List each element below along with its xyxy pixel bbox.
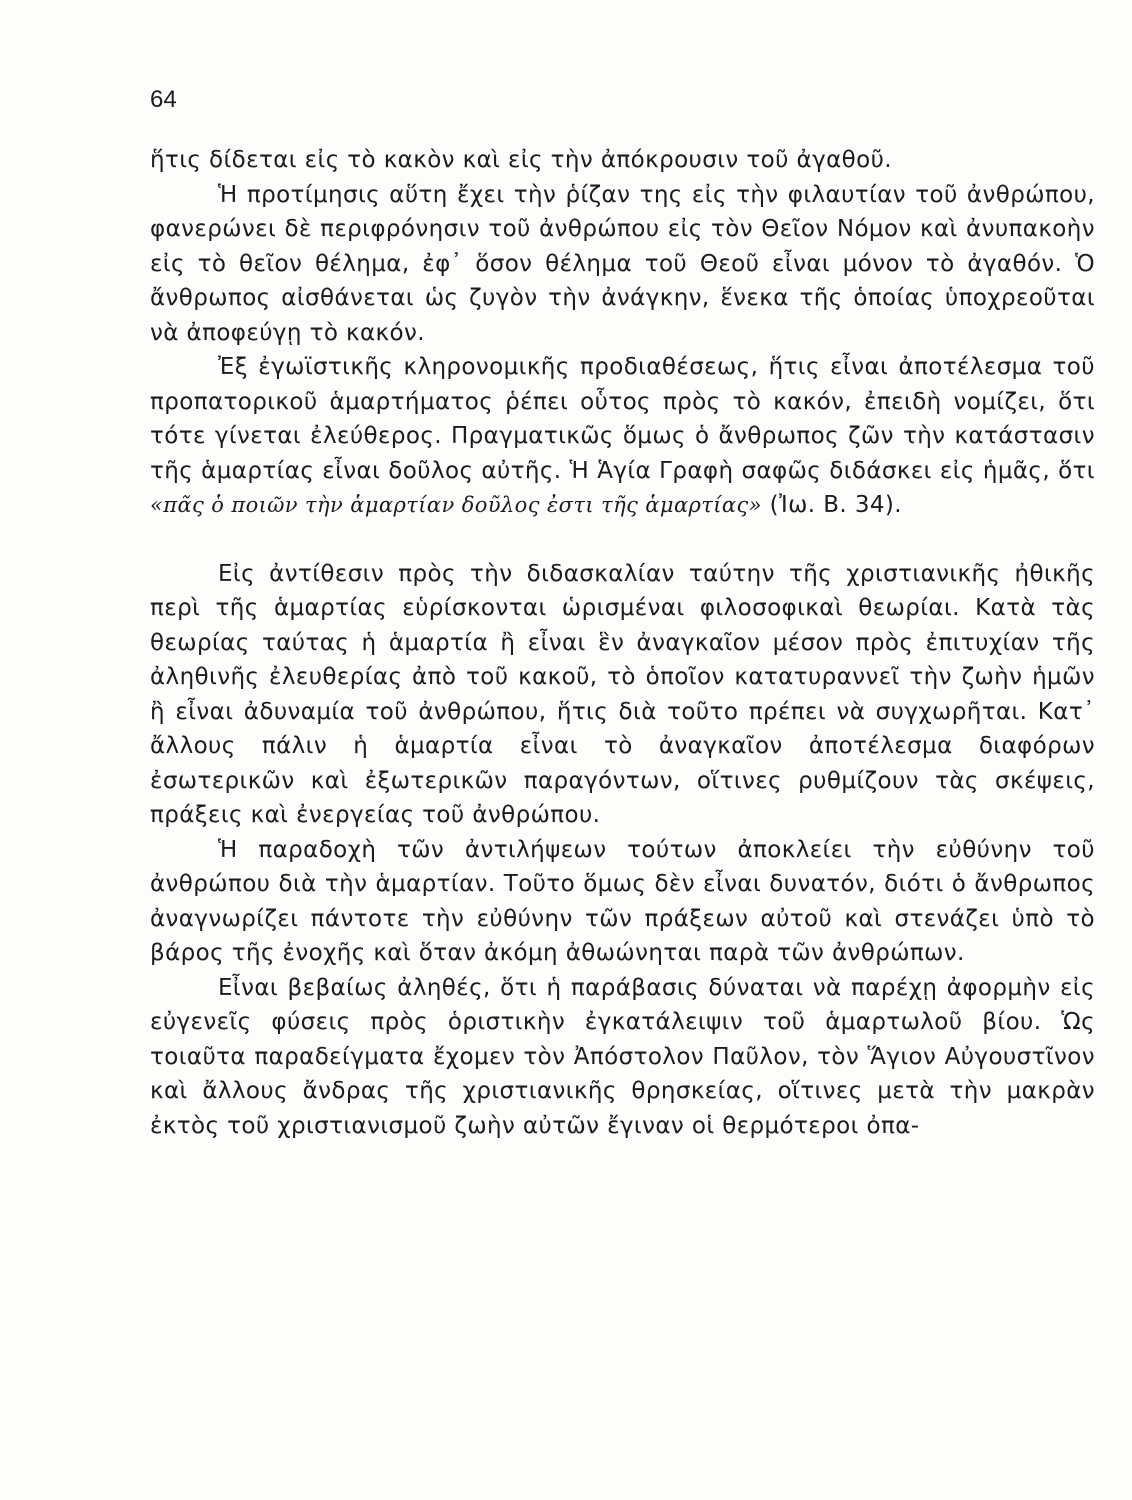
paragraph: Εἰς ἀντίθεσιν πρὸς τὴν διδασκαλίαν ταύτην τῆς χριστιανικῆς ἠθικῆς περὶ τῆς ἁμαρτίας εὑρίσκονται ὡρισμέναι φιλοσοφικαὶ θεωρίαι. Κατὰ τὰς θεωρίας ταύτας ἡ ἁμαρτία ἢ εἶναι ἓν ἀναγκαῖον μέσον πρὸς ἐπιτυχίαν τῆς ἀληθινῆς ἐλευθερίας ἀπὸ τοῦ κακοῦ, τὸ ὁποῖον κατατυραννεῖ τὴν ζωὴν ἡμῶν ἢ εἶναι ἀδυναμία τοῦ ἀνθρώπου, ἥτις διὰ τοῦτο πρέπει νὰ συγχωρῆται. Κατ᾽ ἄλλους πάλιν ἡ ἁμαρτία εἶναι τὸ ἀναγκαῖον ἀποτέλεσμα διαφόρων ἐσωτερικῶν καὶ ἐξωτερικῶν παραγόντων, οἵτινες ρυθμίζουν τὰς σκέψεις, πράξεις καὶ ἐνεργείας τοῦ ἀνθρώπου. bbox=[150, 560, 1095, 828]
paragraph: Εἶναι βεβαίως ἀληθές, ὅτι ἡ παράβασις δύναται νὰ παρέχῃ ἀφορμὴν εἰς εὐγενεῖς φύσεις πρὸς ὁριστικὴν ἐγκατάλειψιν τοῦ ἁμαρτωλοῦ βίου. Ὡς τοιαῦτα παραδείγματα ἔχομεν τὸν Ἀπόστολον Παῦλον, τὸν Ἅγιον Αὐγουστῖνον καὶ ἄλλους ἄνδρας τῆς χριστιανικῆς θρησκείας, οἵτινες μετὰ τὴν μακρὰν ἐκτὸς τοῦ χριστιανισμοῦ ζωὴν αὐτῶν ἔγιναν οἱ θερμότεροι ὀπα- bbox=[150, 974, 1095, 1139]
paragraph: Ἡ παραδοχὴ τῶν ἀντιλήψεων τούτων ἀποκλείει τὴν εὐθύνην τοῦ ἀνθρώπου διὰ τὴν ἁμαρτίαν. Τοῦτο ὅμως δὲν εἶναι δυνατόν, διότι ὁ ἄνθρωπος ἀναγνωρίζει πάντοτε τὴν εὐθύνην τῶν πράξεων αὐτοῦ καὶ στενάζει ὑπὸ τὸ βάρος τῆς ἐνοχῆς καὶ ὅταν ἀκόμη ἀθωώνηται παρὰ τῶν ἀνθρώπων. bbox=[150, 836, 1095, 966]
scripture-quote: «πᾶς ὁ ποιῶν τὴν ἁμαρτίαν δοῦλος ἐστι τῆς ἁμαρτίας» bbox=[150, 493, 762, 517]
paragraph-text: Ἐξ ἐγωϊστικῆς κληρονομικῆς προδιαθέσεως, ἥτις εἶναι ἀποτέλεσμα τοῦ προπατορικοῦ ἁμαρτήματος ῥέπει οὗτος πρὸς τὸ κακόν, ἐπειδὴ νομίζει, ὅτι τότε γίνεται ἐλεύθερος. Πραγματικῶς ὅμως ὁ ἄνθρωπος ζῶν τὴν κατάστασιν τῆς ἁμαρτίας εἶναι δοῦλος αὐτῆς. Ἡ Ἁγία Γραφὴ σαφῶς διδάσκει εἰς ἡμᾶς, ὅτι bbox=[150, 354, 1095, 484]
scripture-reference: (Ἰω. Β. 34). bbox=[761, 492, 902, 518]
page-number: 64 bbox=[150, 86, 177, 113]
paragraph-with-quote bbox=[150, 350, 1095, 523]
body-text bbox=[150, 143, 1095, 1143]
paragraph: Ἡ προτίμησις αὕτη ἔχει τὴν ῥίζαν της εἰς τὴν φιλαυτίαν τοῦ ἀνθρώπου, φανερώνει δὲ περιφρόνησιν τοῦ ἀνθρώπου εἰς τὸν Θεῖον Νόμον καὶ ἀνυπακοὴν εἰς τὸ θεῖον θέλημα, ἐφ᾽ ὅσον θέλημα τοῦ Θεοῦ εἶναι μόνον τὸ ἀγαθόν. Ὁ ἄνθρωπος αἰσθάνεται ὡς ζυγὸν τὴν ἀνάγκην, ἕνεκα τῆς ὁποίας ὑποχρεοῦται νὰ ἀποφεύγῃ τὸ κακόν. bbox=[150, 181, 1095, 346]
paragraph-continuation: ἥτις δίδεται εἰς τὸ κακὸν καὶ εἰς τὴν ἀπόκρουσιν τοῦ ἀγαθοῦ. bbox=[150, 147, 893, 173]
